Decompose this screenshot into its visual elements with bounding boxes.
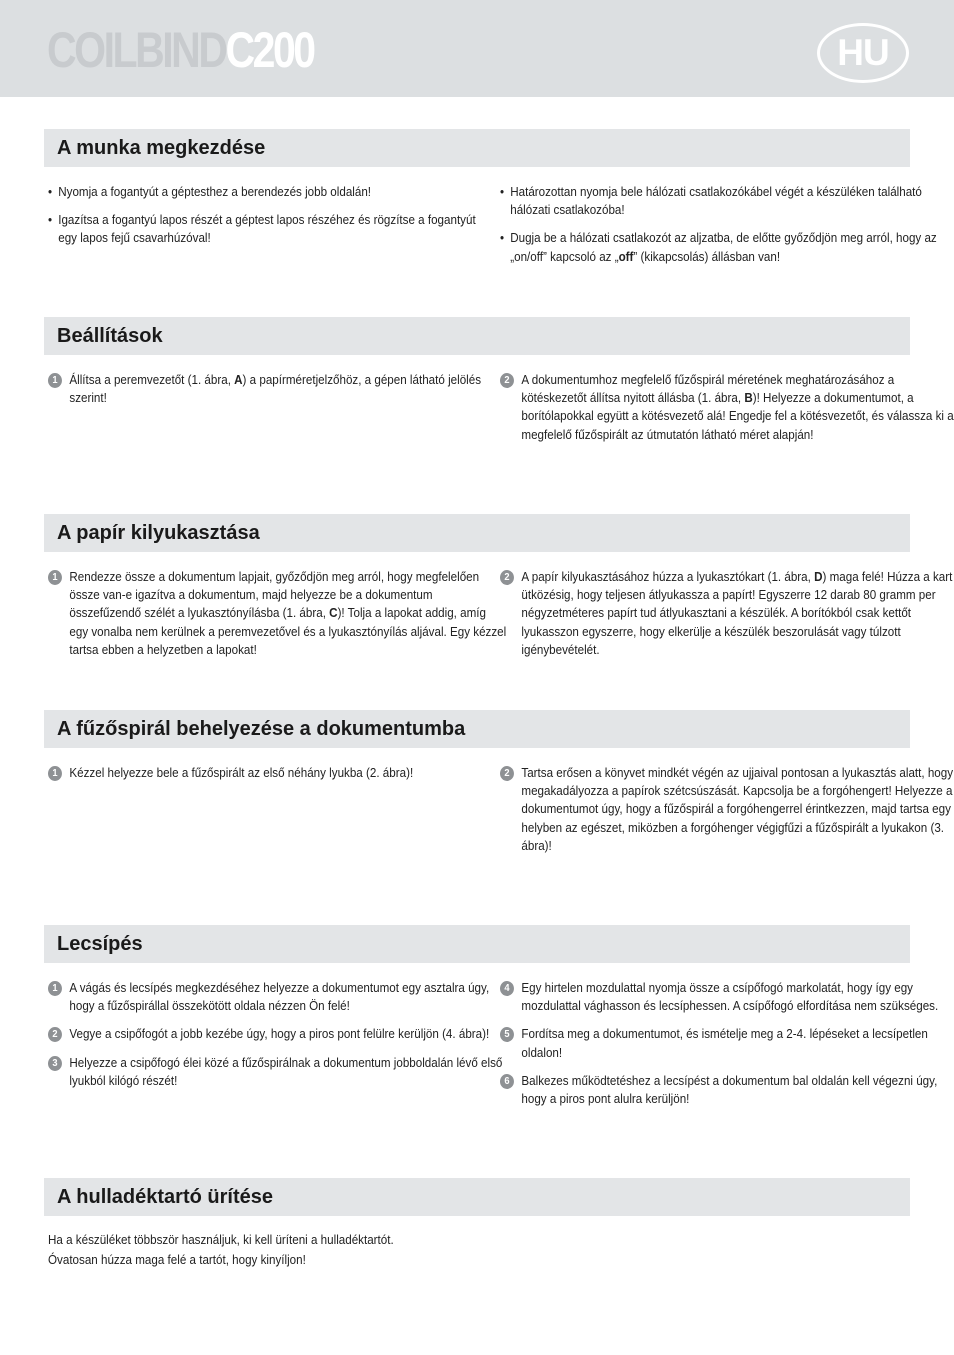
step-item: 1 Kézzel helyezze bele a fűzőspirált az első néhány lyukba (2. ábra)! — [48, 764, 506, 782]
section-coil-insertion — [44, 710, 954, 853]
language-badge: HU — [817, 23, 909, 83]
section-title: Lecsípés — [44, 925, 910, 963]
section-start — [44, 129, 937, 264]
list-item: • Dugja be a hálózati csatlakozót az aljzatba, de előtte győződjön meg arról, hogy az „on/off” kapcsoló az „off” (kikapcsolás) állásban van! — [500, 229, 947, 265]
step-number-badge: 4 — [500, 981, 514, 996]
step-number-badge: 1 — [48, 570, 62, 585]
section-settings — [44, 317, 954, 442]
step-item: 2 A papír kilyukasztásához húzza a lyukasztókart (1. ábra, D) maga felé! Húzza a kart ütközésig, hogy teljesen átlyukassza a papírt! Egyszerre 12 darab 80 gramm per négyzetméteres papírt tud átlyukasztani a készülék. A borítókból csak kettőt lyukasszon egyszerre, hogy elkerülje a készülék beszorulását vagy túlzott igénybevételét. — [500, 568, 954, 659]
list-item: • Igazítsa a fogantyú lapos részét a géptest lapos részéhez és rögzítse a fogantyút egy lapos fejű csavarhúzóval! — [48, 211, 495, 247]
step-item: 5 Fordítsa meg a dokumentumot, és ismételje meg a 2-4. lépéseket a lecsípetlen oldalon! — [500, 1025, 954, 1061]
section-title: A hulladéktartó ürítése — [44, 1178, 910, 1216]
step-item: 1 Rendezze össze a dokumentum lapjait, győződjön meg arról, hogy megfelelően össze van-e igazítva a dokumentum, majd helyezze be a dokumentum összefűzendő szélét a lyukasztónyílásba (1. ábra, C)! Tolja a lapokat addig, amíg egy vonalba nem kerülnek a peremvezetővel és a lyukasztónyílás aljával. Egy kézzel tartsa ebben a helyzetben a lapokat! — [48, 568, 506, 659]
list-item: • Határozottan nyomja bele hálózati csatlakozókábel végét a készüléken található hálózati csatlakozóba! — [500, 183, 947, 219]
page-header — [0, 0, 954, 97]
section-punch — [44, 514, 953, 657]
step-item: 2 Tartsa erősen a könyvet mindkét végén az ujjaival pontosan a lyukasztás alatt, hogy megakadályozza a papírok szétcsúszását. Kapcsolja be a forgóhengert! Helyezze a dokumentumot úgy, hogy a fűzőspirál a forgóhengerrel érintkezzen, majd tartsa egy helyben az egészet, miközben a forgóhenger végigfűzi a fűzőspirált a lyukakon (3. ábra)! — [500, 764, 954, 855]
step-item: 1 A vágás és lecsípés megkezdéséhez helyezze a dokumentumot egy asztalra úgy, hogy a fűzőspirállal összekötött oldala nézzen Ön felé! — [48, 979, 506, 1015]
step-item: 3 Helyezze a csipőfogó élei közé a fűzőspirálnak a dokumentum jobboldalán lévő első lyukból kilógó részét! — [48, 1054, 506, 1090]
step-item: 1 Állítsa a peremvezetőt (1. ábra, A) a papírméretjelzőhöz, a gépen látható jelölés szerint! — [48, 371, 506, 407]
step-number-badge: 3 — [48, 1056, 62, 1071]
step-item: 2 A dokumentumhoz megfelelő fűzőspirál méretének meghatározásához a kötéskezetőt állítsa nyitott állásba (1. ábra, B)! Helyezze a dokumentumot, a borítólapokkal együtt a kötésvezető alá! Engedje fel a kötésvezetőt, és válassza ki a megfelelő fűzőspirált az útmutatón látható méret alapján! — [500, 371, 954, 444]
paragraph — [48, 1231, 513, 1270]
step-item: 6 Balkezes működtetéshez a lecsípést a dokumentum bal oldalán kell végezni úgy, hogy a piros pont alulra kerüljön! — [500, 1072, 954, 1108]
step-number-badge: 2 — [500, 373, 514, 388]
step-number-badge: 1 — [48, 981, 62, 996]
step-item: 4 Egy hirtelen mozdulattal nyomja össze a csípőfogó markolatát, hogy így egy mozdulattal vághasson és lecsíphessen. A csípőfogó elfordítása nem szükséges. — [500, 979, 954, 1015]
step-number-badge: 1 — [48, 373, 62, 388]
section-title: A papír kilyukasztása — [44, 514, 910, 552]
step-number-badge: 2 — [500, 570, 514, 585]
section-waste-bin — [44, 1178, 910, 1267]
step-number-badge: 2 — [500, 766, 514, 781]
section-title: Beállítások — [44, 317, 910, 355]
step-number-badge: 1 — [48, 766, 62, 781]
step-item: 2 Vegye a csipőfogót a jobb kezébe úgy, hogy a piros pont felülre kerüljön (4. ábra)! — [48, 1025, 506, 1043]
paragraph-line: Ha a készüléket többször használjuk, ki kell üríteni a hulladéktartót. — [48, 1233, 394, 1247]
brand-logo — [47, 20, 314, 80]
paragraph-line: Óvatosan húzza maga felé a tartót, hogy kinyíljon! — [48, 1252, 306, 1267]
step-number-badge: 5 — [500, 1027, 514, 1042]
brand-model: C200 — [225, 22, 314, 78]
brand-name: COILBIND — [47, 22, 226, 78]
section-crimping — [44, 925, 939, 1107]
list-item: • Nyomja a fogantyút a géptesthez a berendezés jobb oldalán! — [48, 183, 495, 201]
step-number-badge: 6 — [500, 1074, 514, 1089]
section-title: A fűzőspirál behelyezése a dokumentumba — [44, 710, 910, 748]
step-number-badge: 2 — [48, 1027, 62, 1042]
section-title: A munka megkezdése — [44, 129, 910, 167]
